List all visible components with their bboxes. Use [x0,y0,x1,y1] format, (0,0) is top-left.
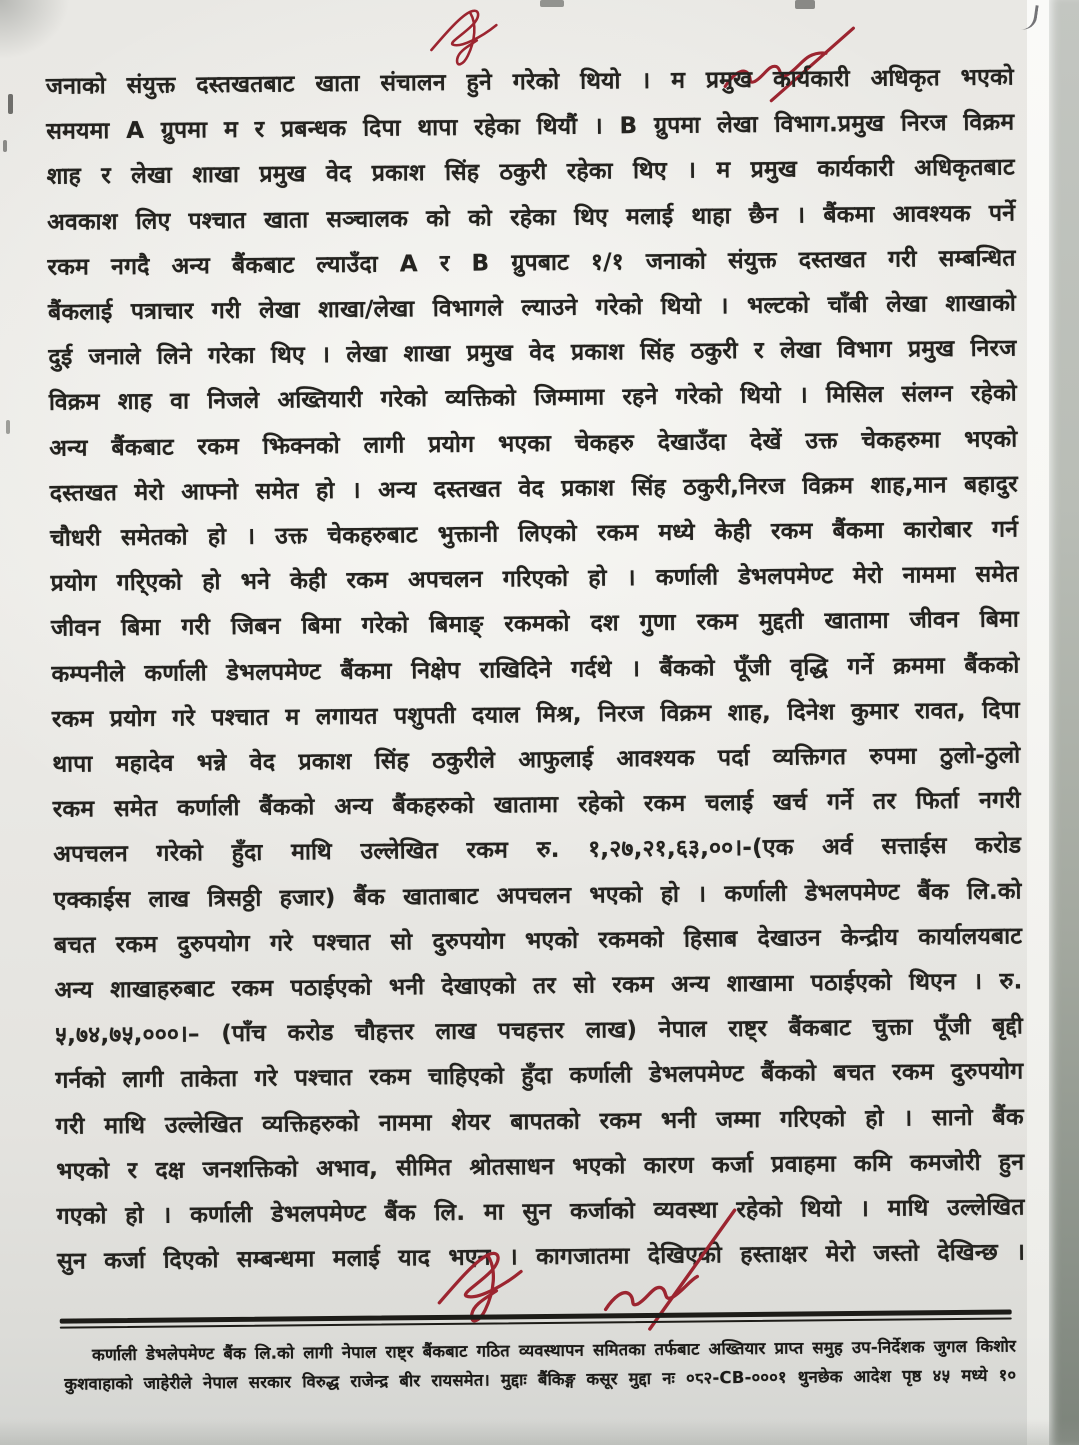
body-line: जीवन बिमा गरी जिबन बिमा गरेको बिमाङ् रकमको दश गुणा रकम मुद्दती खातामा जीवन बिमा [50,606,1020,643]
body-line: रकम प्रयोग गरे पश्चात म लगायत पशुपती दयाल मिश्र, निरज विक्रम शाह, दिनेश कुमार रावत, दिपा [51,697,1021,733]
body-line: प्रयोग गरि्एको हो भने केही रकम अपचलन गरिएको हो । कर्णाली डेभलपमेण्ट मेरो नाममा समेत [50,561,1019,597]
footer-line: कुशवाहाको जाहेरीले नेपाल सरकार विरुद्ध राजेन्द्र बीर रायसमेत। मुद्दाः बैंकिङ्ग कसूर मुद्दा नः ०८२-CB-०००१ थुनछेक आदेश पृष्ठ ४५ मध्ये १० [64,1365,1017,1394]
body-line: थापा महादेव भन्ने वेद प्रकाश सिंह ठकुरीले आफुलाई आवश्यक पर्दा व्यक्तिगत रुपमा ठुलो-ठुलो [52,742,1021,778]
body-line: दुई जनाले लिने गरेका थिए । लेखा शाखा प्रमुख वेद प्रकाश सिंह ठकुरी र लेखा विभाग प्रमुख निरज [48,335,1017,371]
body-line: विक्रम शाह वा निजले अख्तियारी गरेको व्यक्तिको जिम्मामा रहने गरेको थियो । मिसिल संलग्न रहेको [48,380,1017,417]
citation-footer [64,1331,1017,1398]
body-line: अन्य बैंकबाट रकम झिक्नको लागी प्रयोग भएका चेकहरु देखाउँदा देखें उक्त चेकहरुमा भएको [49,426,1018,462]
body-line: बचत रकम दुरुपयोग गरे पश्चात सो दुरुपयोग भएको रकमको हिसाब देखाउन केन्द्रीय कार्यालयबाट [53,923,1023,959]
body-line: बैंकलाई पत्राचार गरी लेखा शाखा/लेखा विभागले ल्याउने गरेको थियो । भल्टको चाँबी लेखा शाखाको [47,290,1017,326]
body-line: जनाको संयुक्त दस्तखतबाट खाता संचालन हुने गरेको थियो । म प्रमुख कार्यकारी अधिकृत भएको [45,64,1014,100]
body-line: अवकाश लिए पश्चात खाता सञ्चालक को को रहेका थिए मलाई थाहा छैन । बैंकमा आवश्यक पर्ने [47,200,1016,236]
body-line: ५,७४,७५,०००।– (पाँच करोड चौहत्तर लाख पचहत्तर लाख) नेपाल राष्ट्र बैंकबाट चुक्ता पूँजी बृद्दी [54,1013,1024,1049]
body-line: गरी माथि उल्लेखित व्यक्तिहरुको नाममा शेयर बापतको रकम भनी जम्मा गरिएको हो । सानो बैंक [55,1104,1024,1140]
body-line: गएको हो । कर्णाली डेभलपमेण्ट बैंक लि. मा सुन कर्जाको व्यवस्था रहेको थियो । माथि उल्लेखित [56,1194,1025,1230]
body-line: रकम समेत कर्णाली बैंकको अन्य बैंकहरुको खातामा रहेको रकम चलाई खर्च गर्ने तर फिर्ता नगरी [52,787,1021,823]
body-line: सुन कर्जा दिएको सम्बन्धमा मलाई याद भएन । कागजातमा देखिएको हस्ताक्षर मेरो जस्तो देखिन्छ । [57,1239,1026,1275]
body-line: गर्नको लागी ताकेता गरे पश्चात रकम चाहिएको हुँदा कर्णाली डेभलपमेण्ट बैंकको बचत रकम दुरुपयोग [55,1058,1024,1095]
statement-body [46,55,1026,1285]
body-line: एक्काईस लाख त्रिसठ्ठी हजार) बैंक खाताबाट अपचलन भएको हो । कर्णाली डेभलपमेण्ट बैंक लि.को [53,878,1022,914]
body-line: अपचलन गरेको हुँदा माथि उल्लेखित रकम रु. १,२७,२१,६३,००।-(एक अर्व सत्ताईस करोड [53,832,1022,869]
body-line: शाह र लेखा शाखा प्रमुख वेद प्रकाश सिंह ठकुरी रहेका थिए । म प्रमुख कार्यकारी अधिकृतबाट [46,154,1015,191]
body-line: रकम नगदै अन्य बैंकबाट ल्याउँदा A र B ग्रुपबाट १/१ जनाको संयुक्त दस्तखत गरी सम्बन्धित [47,245,1016,281]
body-line: भएको र दक्ष जनशक्तिको अभाव, सीमित श्रोतसाधन भएको कारण कर्जा प्रवाहमा कमि कमजोरी हुन [56,1149,1025,1185]
body-line: दस्तखत मेरो आफ्नो समेत हो । अन्य दस्तखत वेद प्रकाश सिंह ठकुरी,निरज विक्रम शाह,मान बहादुर [49,471,1018,507]
body-line: समयमा A ग्रुपमा म र प्रबन्धक दिपा थापा रहेका थियौं । B ग्रुपमा लेखा विभाग.प्रमुख निरज विक्रम [46,109,1015,145]
body-line: कम्पनीले कर्णाली डेभलपमेण्ट बैंकमा निक्षेप राखिदिने गर्दथे । बैंकको पूँजी वृद्धि गर्ने क्रममा बैंकको [51,652,1020,688]
body-line: चौधरी समेतको हो । उक्त चेकहरुबाट भुक्तानी लिएको रकम मध्ये केही रकम बैंकमा कारोबार गर्न [50,516,1019,552]
body-line: अन्य शाखाहरुबाट रकम पठाईएको भनी देखाएको तर सो रकम अन्य शाखामा पठाईएको थिएन । रु. [54,968,1023,1004]
footer-line: कर्णाली डेभलेपमेण्ट बैंक लि.को लागी नेपाल राष्ट्र बैंकबाट गठित व्यवस्थापन समितका तर्फबाट अख्तियार प्राप्त समुह उप-निर्देशक जुगल किशोर [91,1336,1017,1365]
